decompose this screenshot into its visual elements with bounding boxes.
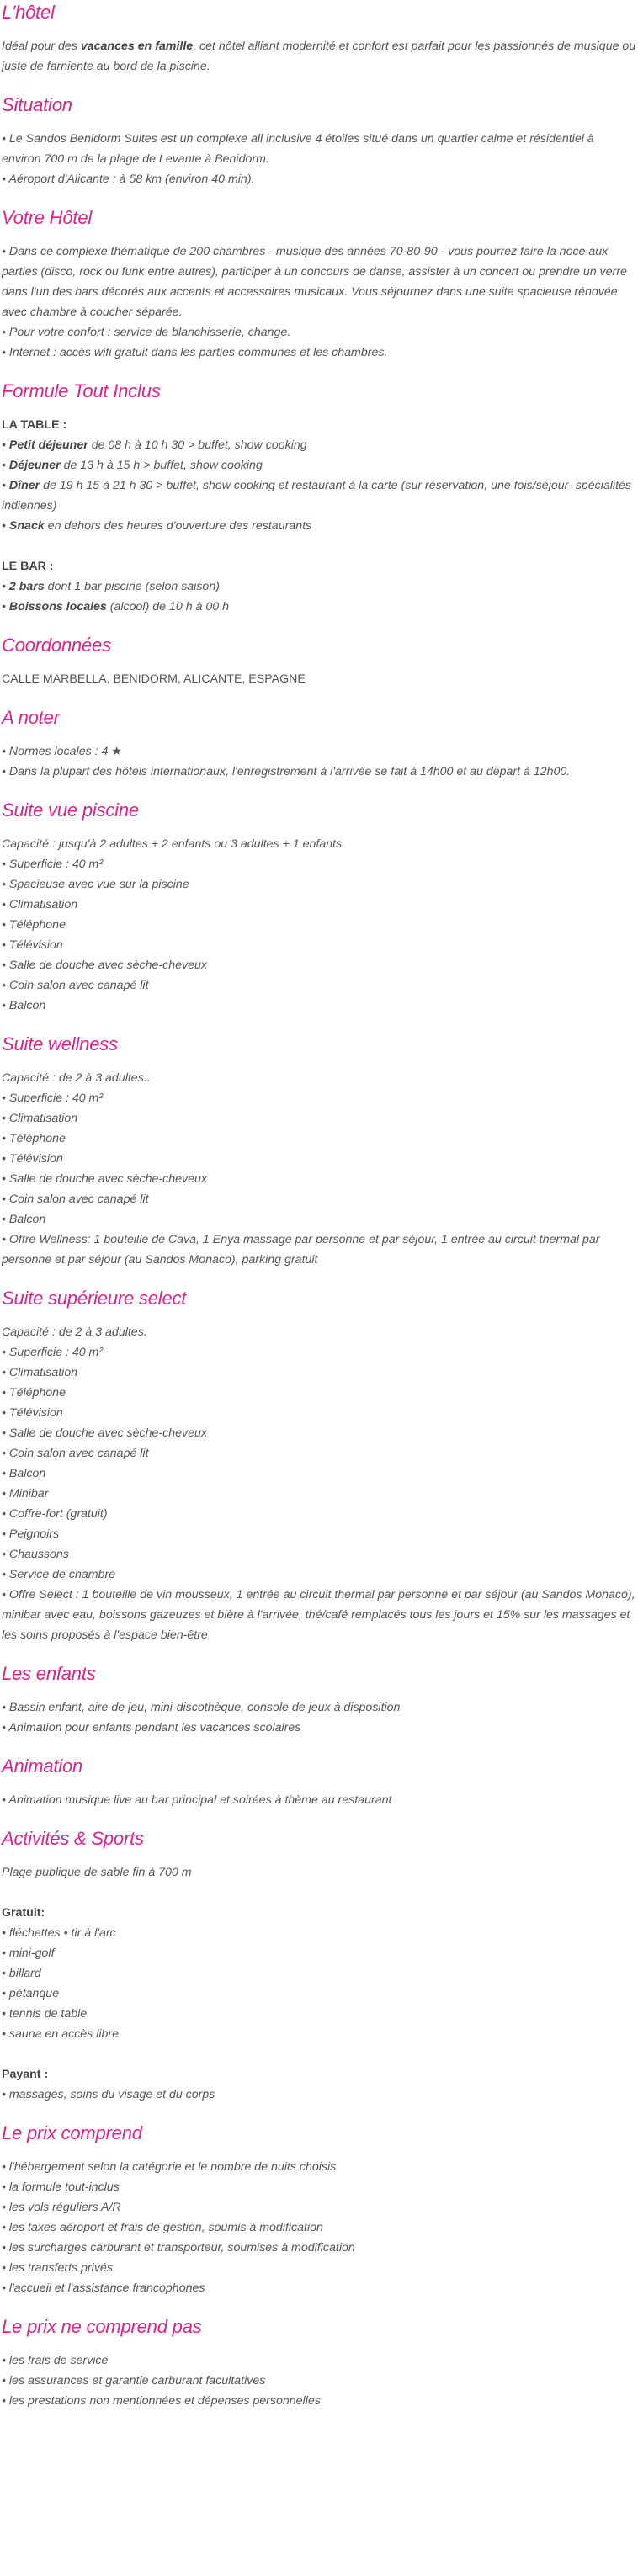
text-line [2,1524,636,1544]
text: • [2,479,9,492]
text: • les vols réguliers A/R [2,2201,121,2214]
text: • Salle de douche avec sèche-cheveux [2,1426,207,1440]
text: • les transferts privés [2,2261,113,2275]
section-title: Suite wellness [2,1033,118,1054]
text-line [2,1585,636,1645]
text-line [2,1564,636,1585]
text-line [2,1984,636,2004]
text-line [2,834,636,854]
text: • Téléphone [2,1132,66,1145]
text: • [2,580,9,593]
text-line [2,935,636,955]
text: de 19 h 15 à 21 h 30 > buffet, show cooking et restaurant à la carte (sur réservation, une fois/séjour- spécialités indiennes) [2,479,632,513]
text: • Aéroport d'Alicante : à 58 km (environ 40 min). [2,173,255,186]
text: • Climatisation [2,898,78,911]
section-votre-hotel [2,205,636,363]
text-line [2,2024,636,2044]
spacer [2,1883,636,1903]
text-line [2,1544,636,1564]
text-line [2,2238,636,2258]
text-line [2,455,636,475]
text-line [2,1718,636,1738]
text: • Coin salon avec canapé lit [2,1447,149,1460]
section-title: Situation [2,94,72,115]
text: en dehors des heures d'ouverture des restaurants [44,519,312,533]
bold-text: vacances en famille [80,40,194,53]
section-le-prix-comprend [2,2121,636,2298]
text: • [2,519,9,533]
text-line [2,1342,636,1362]
section-le-prix-ne-comprend-pas [2,2314,636,2411]
text-line [2,854,636,874]
text: • Chaussons [2,1548,69,1561]
section-formule-tout-inclus [2,379,636,617]
text-line [2,1943,636,1963]
text: • Coin salon avec canapé lit [2,979,149,992]
text-line [2,2197,636,2217]
text-line [2,516,636,536]
text: • [2,600,9,613]
text: Plage publique de sable fin à 700 m [2,1866,192,1879]
text: • Balcon [2,1467,46,1480]
text: • Internet : accès wifi gratuit dans les parties communes et les chambres. [2,346,388,359]
text: • les surcharges carburant et transporteur, soumises à modification [2,2241,355,2255]
text: CALLE MARBELLA, BENIDORM, ALICANTE, ESPAGNE [2,672,306,686]
text: • Salle de douche avec sèche-cheveux [2,959,207,972]
section-title: Le prix comprend [2,2122,142,2143]
text-line [2,915,636,935]
text-line [2,2004,636,2024]
text-line [2,762,636,782]
text-line [2,1149,636,1169]
bold-text: Boissons locales [8,600,107,613]
text: Idéal pour des [2,40,81,53]
text: • les frais de service [2,2354,109,2367]
text: • massages, soins du visage et du corps [2,2088,215,2101]
text: • les prestations non mentionnées et dépenses personnelles [2,2394,321,2408]
text: de 13 h à 15 h > buffet, show cooking [60,459,263,472]
section-title: Suite supérieure select [2,1288,187,1309]
text: • Animation musique live au bar principal et soirées à thème au restaurant [2,1793,392,1807]
text: Capacité : de 2 à 3 adultes.. [2,1071,151,1085]
text-line [2,975,636,996]
text: • [2,459,9,472]
text-line [2,343,636,363]
text-line [2,415,636,435]
text: • Téléphone [2,1386,66,1400]
text: • Superficie : 40 m² [2,858,104,871]
text-line [2,1963,636,1984]
section-title: L'hôtel [2,2,55,23]
text: • Balcon [2,999,46,1012]
text-line [2,322,636,343]
text-line [2,36,636,77]
bold-text: 2 bars [8,580,45,593]
section-l-hotel [2,0,636,77]
section-coordonnees [2,633,636,689]
text: • Normes locales : 4 [2,745,112,758]
text: • Salle de douche avec sèche-cheveux [2,1172,207,1186]
text-line [2,597,636,617]
text-line [2,2064,636,2085]
section-title: Le prix ne comprend pas [2,2316,202,2337]
section-title: Votre Hôtel [2,207,93,228]
text-line [2,1923,636,1943]
text: • Offre Select : 1 bouteille de vin mousseux, 1 entrée au circuit thermal par personne et par séjour (au Sandos Monaco), minibar avec eau, boissons gazeuzes et bière à l'arrivée, thé/café remplacés tous les jours et 15% sur les massages et les soins proposés à l'espace bien-être [2,1588,635,1642]
section-animation [2,1754,636,1810]
text-line [2,1484,636,1504]
text-line [2,996,636,1016]
section-les-enfants [2,1661,636,1738]
text: • l'hébergement selon la catégorie et le nombre de nuits choisis [2,2160,337,2174]
text: • Offre Wellness: 1 bouteille de Cava, 1 Enya massage par personne et par séjour, 1 entrée au circuit thermal par personne et par séjour (au Sandos Monaco), parking gratuit [2,1233,600,1267]
text-line [2,1504,636,1524]
text: • Balcon [2,1213,46,1226]
text: • Pour votre confort : service de blanchisserie, change. [2,326,291,339]
text-line [2,2217,636,2238]
text-line [2,2371,636,2391]
text: dont 1 bar piscine (selon saison) [44,580,220,593]
text: • Climatisation [2,1112,78,1125]
text-line [2,2391,636,2411]
text: • Télévision [2,1406,63,1420]
text: • Téléphone [2,918,66,932]
section-suite-superieure-select [2,1286,636,1645]
text: • Peignoirs [2,1527,60,1541]
section-title: Coordonnées [2,635,111,656]
section-suite-wellness [2,1032,636,1270]
text-line [2,1790,636,1810]
text: • les assurances et garantie carburant facultatives [2,2374,266,2387]
bold-text: Snack [8,519,45,533]
bold-text: LA TABLE : [2,418,67,432]
text: • Télévision [2,1152,63,1166]
text-line [2,1443,636,1463]
section-title: A noter [2,707,60,728]
section-title: Les enfants [2,1663,96,1684]
text: • fléchettes • tir à l'arc [2,1926,116,1940]
text-line [2,1230,636,1270]
text-line [2,1209,636,1230]
text-line [2,1129,636,1149]
text: • [2,438,9,452]
bold-text: LE BAR : [2,560,54,573]
bold-text: Gratuit: [2,1906,45,1920]
text-line [2,2278,636,2298]
section-title: Activités & Sports [2,1828,144,1849]
text: • Climatisation [2,1366,78,1379]
text: • Télévision [2,938,63,952]
text-line [2,2350,636,2371]
text-line [2,1862,636,1883]
section-activites-sports [2,1826,636,2105]
text-line [2,1463,636,1484]
text-line [2,1403,636,1423]
text: • Bassin enfant, aire de jeu, mini-discothèque, console de jeux à disposition [2,1701,401,1714]
text: • Superficie : 40 m² [2,1346,104,1359]
text-line [2,1423,636,1443]
text: Capacité : de 2 à 3 adultes. [2,1325,147,1339]
bold-text: Déjeuner [8,459,61,472]
text-line [2,1362,636,1383]
text: • pétanque [2,1987,60,2000]
star-icon: ★ [111,745,123,758]
text: • mini-golf [2,1947,55,1960]
spacer [2,536,636,556]
text-line [2,1189,636,1209]
text-line [2,1383,636,1403]
text-line [2,576,636,597]
text-line [2,242,636,322]
text-line [2,475,636,516]
text-line [2,435,636,455]
section-a-noter [2,705,636,782]
text: • la formule tout-inclus [2,2180,120,2194]
section-title: Formule Tout Inclus [2,380,161,401]
text-line [2,669,636,689]
bold-text: Petit déjeuner [8,438,88,452]
text: • Dans la plupart des hôtels internationaux, l'enregistrement à l'arrivée se fait à 14h00 et au départ à 12h00. [2,765,571,778]
text: • Minibar [2,1487,49,1500]
text: • Superficie : 40 m² [2,1091,104,1105]
bold-text: Dîner [8,479,40,492]
section-suite-vue-piscine [2,798,636,1016]
text-line [2,2157,636,2177]
text-line [2,556,636,576]
text: • Spacieuse avec vue sur la piscine [2,878,189,891]
section-title: Animation [2,1755,83,1777]
text-line [2,874,636,895]
text-line [2,1108,636,1129]
text-line [2,741,636,762]
text: Capacité : jusqu'à 2 adultes + 2 enfants ou 3 adultes + 1 enfants. [2,837,346,851]
text: , cet hôtel alliant modernité et confort est parfait pour les passionnés de musique ou juste de farniente au bord de la piscine. [2,40,636,73]
section-situation [2,93,636,189]
text: • Coffre-fort (gratuit) [2,1507,108,1521]
text-line [2,2177,636,2197]
text: • Service de chambre [2,1568,116,1581]
bold-text: Payant : [2,2068,49,2081]
text: • l'accueil et l'assistance francophones [2,2281,205,2295]
text: • billard [2,1967,41,1980]
text: de 08 h à 10 h 30 > buffet, show cooking [88,438,307,452]
text-line [2,1322,636,1342]
section-title: Suite vue piscine [2,799,139,821]
spacer [2,2044,636,2064]
text-line [2,1068,636,1088]
text-line [2,129,636,169]
text: • les taxes aéroport et frais de gestion, soumis à modification [2,2221,323,2234]
text-line [2,1088,636,1108]
text: • Le Sandos Benidorm Suites est un complexe all inclusive 4 étoiles situé dans un quartier calme et résidentiel à environ 700 m de la plage de Levante à Benidorm. [2,132,594,166]
text-line [2,2085,636,2105]
text-line [2,1903,636,1923]
text-line [2,895,636,915]
text-line [2,169,636,189]
text-line [2,1169,636,1189]
text: (alcool) de 10 h à 00 h [106,600,229,613]
text-line [2,1697,636,1718]
text: • Dans ce complexe thématique de 200 chambres - musique des années 70-80-90 - vous pourrez faire la noce aux parties (disco, rock ou funk entre autres), participer à un concours de danse, assister à un concert ou prendre un verre dans l'un des bars décorés aux accents et accessoires musicaux. Vous séjournez dans une suite spacieuse rénovée avec chambre à coucher séparée. [2,245,627,319]
text: • sauna en accès libre [2,2027,120,2041]
text-line [2,955,636,975]
text: • tennis de table [2,2007,88,2021]
text-line [2,2258,636,2278]
text: • Coin salon avec canapé lit [2,1192,149,1206]
text: • Animation pour enfants pendant les vacances scolaires [2,1721,301,1734]
